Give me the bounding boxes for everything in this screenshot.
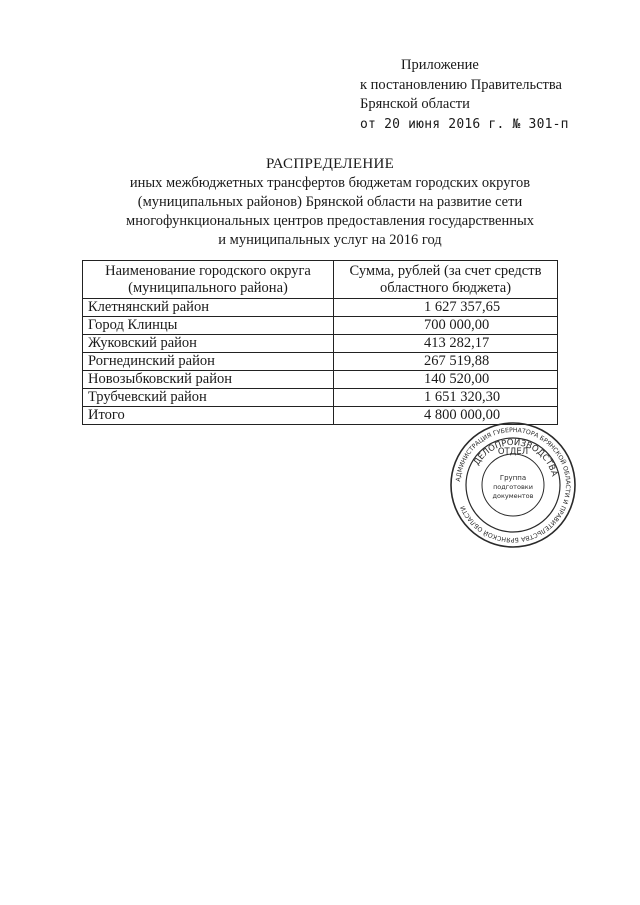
appendix-line-3: Брянской области	[360, 96, 470, 112]
title-line-1: иных межбюджетных трансфертов бюджетам городских округов	[129, 175, 531, 191]
total-label: Итого	[83, 407, 334, 425]
district-amount: 1 627 357,65	[334, 299, 558, 317]
district-amount: 700 000,00	[334, 317, 558, 335]
header-district-name	[83, 261, 334, 299]
stamp-center-line-3: документов	[492, 492, 534, 500]
appendix-line-4: от 20 июня 2016 г. № 301-п	[360, 116, 569, 132]
stamp-inner-top: ОТДЕЛ	[497, 447, 529, 457]
appendix-header	[360, 56, 569, 134]
title-line-3: многофункциональных центров предоставления государственных	[126, 213, 534, 229]
total-amount: 4 800 000,00	[334, 407, 558, 425]
stamp-inner-ring-text: ДЕЛОПРОИЗВОДСТВА	[471, 437, 560, 478]
district-name: Жуковский район	[83, 335, 334, 353]
header-amount-line-2: областного бюджета)	[379, 279, 512, 296]
title-line-2: (муниципальных районов) Брянской области на развитие сети	[137, 194, 523, 210]
table-row	[83, 335, 558, 353]
official-stamp	[448, 420, 578, 550]
table-row	[83, 299, 558, 317]
table-row	[83, 371, 558, 389]
header-district-line-2: (муниципального района)	[128, 279, 288, 296]
district-name: Город Клинцы	[83, 317, 334, 335]
table-row	[83, 317, 558, 335]
district-amount: 413 282,17	[334, 335, 558, 353]
table-header-row	[83, 261, 558, 299]
district-name: Трубчевский район	[83, 389, 334, 407]
header-district-line-1: Наименование городского округа	[105, 262, 311, 279]
district-name: Клетнянский район	[83, 299, 334, 317]
distribution-table	[82, 260, 558, 425]
title-line-4: и муниципальных услуг на 2016 год	[218, 232, 442, 248]
header-amount-line-1: Сумма, рублей (за счет средств	[349, 262, 542, 279]
stamp-outer-text: АДМИНИСТРАЦИЯ ГУБЕРНАТОРА БРЯНСКОЙ ОБЛАСТИ И ПРАВИТЕЛЬСТВА БРЯНСКОЙ ОБЛАСТИ	[455, 426, 572, 544]
district-name: Новозыбковский район	[83, 371, 334, 389]
table-row	[83, 389, 558, 407]
appendix-line-2: к постановлению Правительства	[360, 76, 562, 93]
stamp-center-line-2: подготовки	[493, 483, 533, 491]
district-amount: 267 519,88	[334, 353, 558, 371]
district-name: Рогнединский район	[83, 353, 334, 371]
header-amount	[334, 261, 558, 299]
document-title	[80, 155, 580, 250]
appendix-line-1: Приложение	[401, 57, 479, 73]
district-amount: 140 520,00	[334, 371, 558, 389]
table-row	[83, 353, 558, 371]
stamp-center-line-1: Группа	[499, 474, 527, 482]
title-heading: РАСПРЕДЕЛЕНИЕ	[265, 156, 395, 172]
district-amount: 1 651 320,30	[334, 389, 558, 407]
